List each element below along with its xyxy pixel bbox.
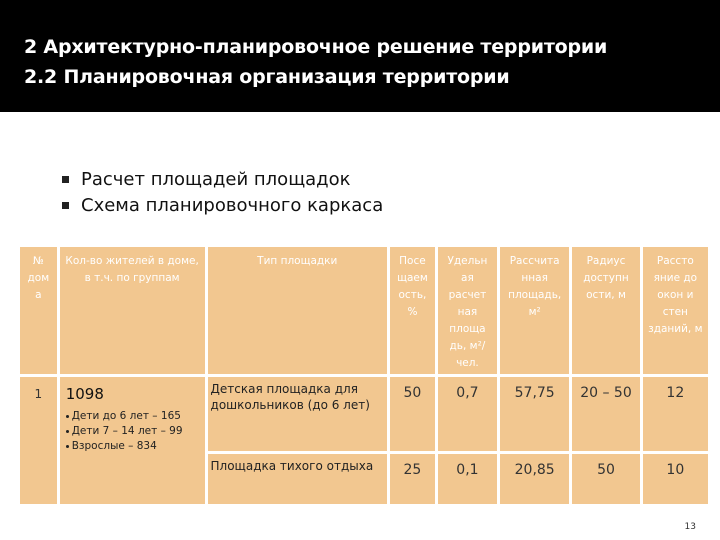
attendance-cell: 50 [390, 377, 435, 451]
square-bullet-icon [62, 202, 69, 209]
playground-area-table [17, 244, 711, 507]
bullet-dot-icon [66, 445, 69, 448]
bullet-text: Расчет площадей площадок [81, 168, 351, 190]
population-cell [60, 377, 205, 504]
bullet-item [62, 192, 383, 218]
table-header-row [20, 247, 708, 374]
bullet-dot-icon [66, 430, 69, 433]
slide-subtitle: 2.2 Планировочная организация территории [24, 66, 510, 88]
slide-title: 2 Архитектурно-планировочное решение территории [24, 36, 608, 58]
radius-cell: 50 [572, 454, 639, 504]
col-header-residents: Кол-во жителей в доме, в т.ч. по группам [60, 247, 205, 374]
bullet-dot-icon [66, 415, 69, 418]
population-group: Взрослые – 834 [66, 439, 202, 454]
page-number: 13 [684, 522, 696, 532]
col-header-type: Тип площадки [208, 247, 387, 374]
bullet-text: Схема планировочного каркаса [81, 194, 384, 216]
playground-type-cell: Площадка тихого отдыха [208, 454, 387, 504]
table-row [20, 377, 708, 451]
distance-cell: 12 [643, 377, 708, 451]
col-header-distance: Рассто яние до окон и стен зданий, м [643, 247, 708, 374]
col-header-radius: Радиус доступн ости, м [572, 247, 639, 374]
population-group: Дети 7 – 14 лет – 99 [66, 424, 202, 439]
calculated-area-cell: 57,75 [500, 377, 569, 451]
specific-area-cell: 0,7 [438, 377, 497, 451]
col-header-house: № дом а [20, 247, 57, 374]
playground-type-cell: Детская площадка для дошкольников (до 6 лет) [208, 377, 387, 451]
bullet-item [62, 166, 383, 192]
radius-cell: 20 – 50 [572, 377, 639, 451]
house-number-cell: 1 [20, 377, 57, 504]
slide-header [0, 0, 720, 112]
specific-area-cell: 0,1 [438, 454, 497, 504]
calculated-area-cell: 20,85 [500, 454, 569, 504]
attendance-cell: 25 [390, 454, 435, 504]
population-total: 1098 [65, 385, 104, 403]
square-bullet-icon [62, 176, 69, 183]
col-header-specific-area: Удельн ая расчет ная площа дь, м²/чел. [438, 247, 497, 374]
bullet-list [62, 166, 383, 218]
distance-cell: 10 [643, 454, 708, 504]
population-group: Дети до 6 лет – 165 [66, 409, 202, 424]
col-header-attendance: Посе щаем ость, % [390, 247, 435, 374]
col-header-calculated-area: Рассчита нная площадь, м² [500, 247, 569, 374]
